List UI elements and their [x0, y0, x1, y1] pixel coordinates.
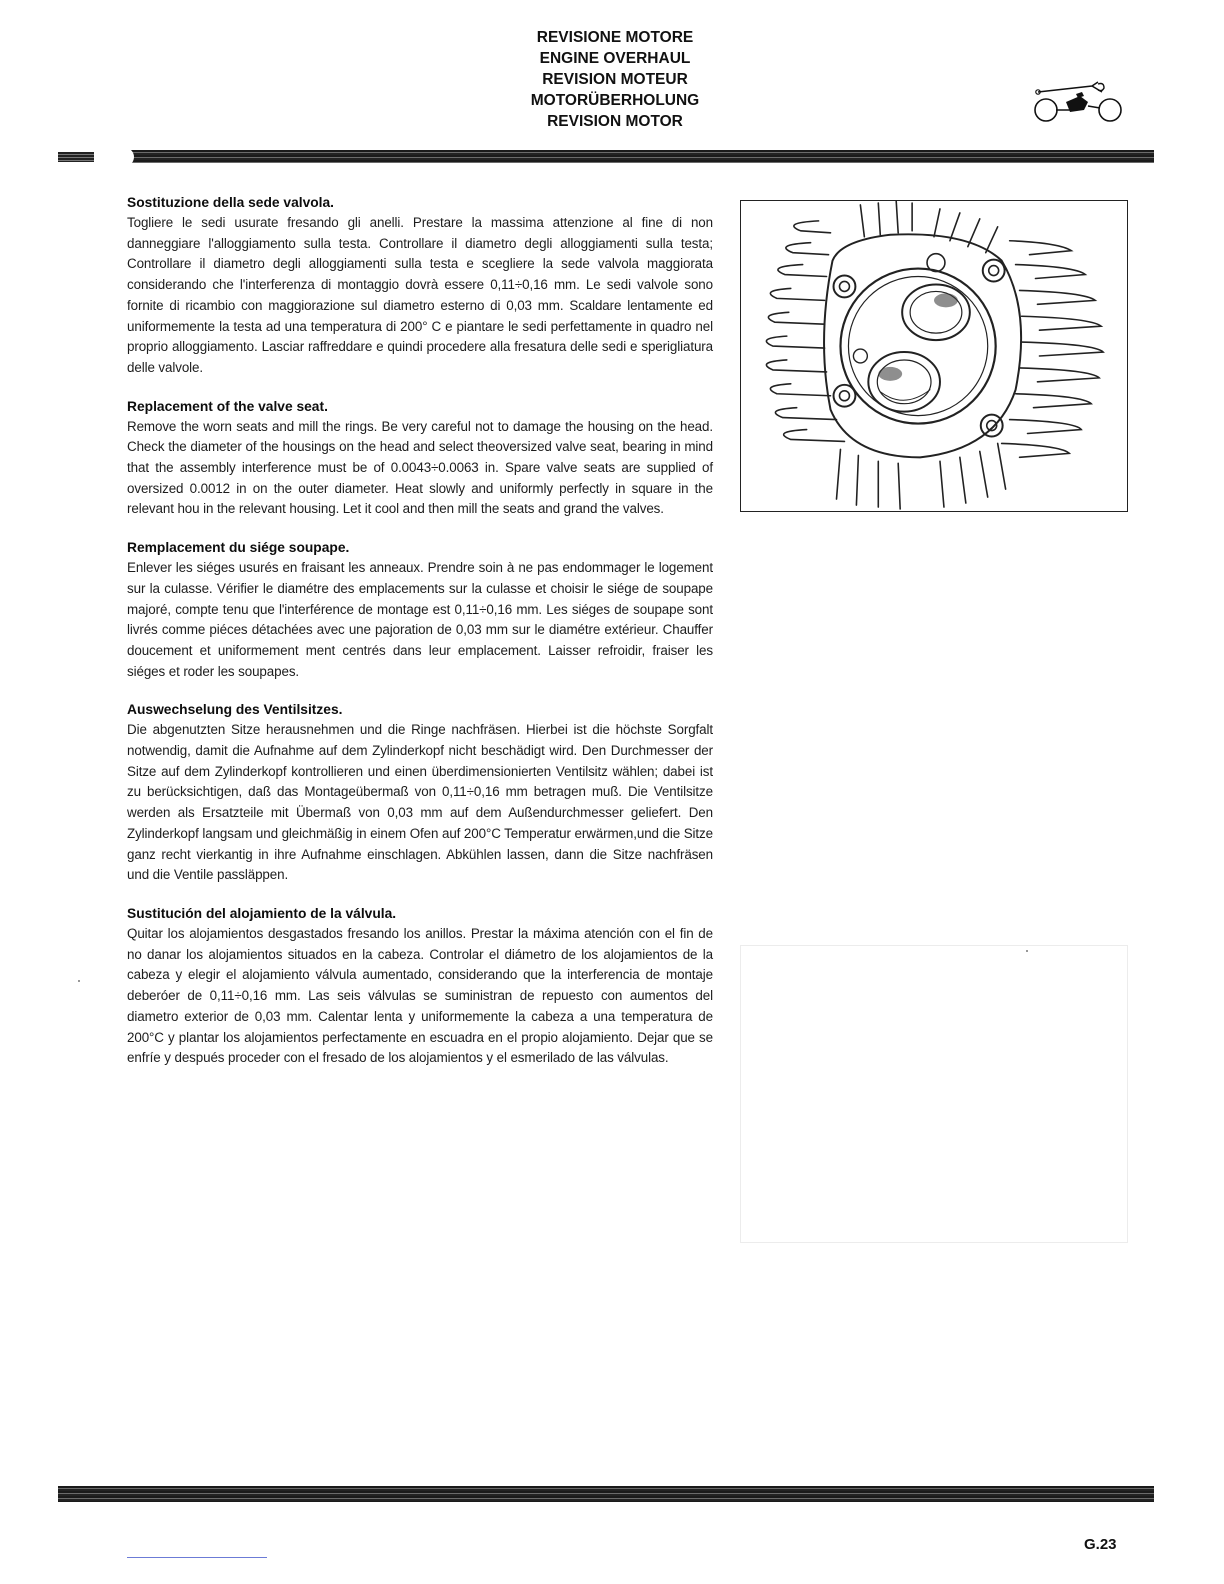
title-de: MOTORÜBERHOLUNG: [530, 92, 700, 109]
section-spanish: [127, 903, 713, 1069]
faint-image-frame: [740, 945, 1128, 1243]
section-french: [127, 537, 713, 682]
page-number: G.23: [1084, 1536, 1117, 1553]
header-rule: [58, 150, 1154, 167]
section-body: Die abgenutzten Sitze herausnehmen und die Ringe nachfräsen. Hierbei ist die höchste Sorgfalt notwendig, damit die Aufnahme auf dem Zylinderkopf nicht beschädigt wird. Den Durchmesser der Sitze auf dem Zylinderkopf kontrollieren und einen überdimensionierten Ventilsitz wählen; dabei ist zu berücksichtigen, daß das Montageübermaß von 0,11÷0,16 mm betragen muß. Die Ventilsitze werden als Ersatzteile mit Übermaß von 0,03 mm auf dem Außendurchmesser geliefert. Den Zylinderkopf langsam und gleichmäßig in einem Ofen auf 200°C Temperatur erwärmen,und die Sitze ganz recht vierkantig in ihre Aufnahme einschlagen. Abkühlen lassen, dann die Sitze nachfräsen und die Ventile passläppen.: [127, 722, 713, 883]
section-heading: Sostituzione della sede valvola.: [127, 195, 335, 210]
cylinder-head-photo: [741, 201, 1127, 511]
section-english: [127, 396, 713, 521]
section-italian: [127, 192, 713, 379]
section-heading: Sustitución del alojamiento de la válvula.: [127, 905, 397, 921]
section-body: Enlever les siéges usurés en fraisant les anneaux. Prendre soin à ne pas endommager le logement sur la culasse. Vérifier le diamétre des emplacements sur la culasse et choisir le siége de soupape majoré, compte tenu que l'interférence de montage est 0,11÷0,16 mm. Les siéges de soupape sont livrés comme piéces détachées avec une pajoration de 0,03 mm sur le diamétre extérieur. Chauffer doucement et uniformement ment centrés dans leur emplacement. Laisser refroidir, fraiser les siéges et roder les soupapes.: [127, 560, 713, 679]
footer-link-line: [127, 1557, 267, 1558]
section-body: Quitar los alojamientos desgastados fresando los anillos. Prestar la máxima atención con el fin de no danar los alojamientos situados en la cabeza. Controlar el diámetro de los alojamientos de la cabeza y elegir el alojamiento válvula aumentado, considerando que la interferencia de montaje deberóer de 0,11÷0,16 mm. Las seis válvulas se suministran de repuesto con aumentos del diametro exterior de 0,03 mm. Calentar lenta y uniformemente la cabeza a una temperatura de 200°C y plantar los alojamientos perfectamente en escuadra en el propio alojamiento. Dejar que se enfríe y después proceder con el fresado de los alojamientos y el esmerilado de las válvulas.: [127, 925, 713, 1066]
section-heading: Remplacement du siége soupape.: [127, 540, 350, 556]
section-body: Togliere le sedi usurate fresando gli anelli. Prestare la massima attenzione al fine di non danneggiare l'alloggiamento sulla testa. Controllare il diametro degli alloggiamenti sulla testa; Controllare il diametro degli alloggiamenti sulla testa e scegliere la sede valvola maggiorata considerando che l'interferenza di montaggio dovrà essere 0,11÷0,16 mm. Le sedi valvole sono fornite di ricambio con maggiorazione sul diametro esterno di 0,03 mm. Scaldare lentamente ed uniformemente la testa ad una temperatura di 200° C e piantare le sedi perfettamente in quadro nel proprio alloggiamento. Lasciar raffreddare e quindi procedere alla fresatura delle sedi e sperigliatura delle valvole.: [127, 215, 713, 375]
title-it: REVISIONE MOTORE: [536, 29, 694, 46]
scan-speck: [1026, 950, 1028, 952]
content-column: [127, 192, 713, 1086]
motorcycle-icon: [1032, 80, 1128, 124]
header-titles: [470, 27, 760, 132]
cylinder-head-figure: [740, 200, 1128, 512]
section-german: [127, 699, 713, 886]
section-heading: Auswechselung des Ventilsitzes.: [127, 702, 343, 718]
section-body: Remove the worn seats and mill the rings. Be very careful not to damage the housing on the head. Check the diameter of the housings on the head and select theoversized valve seat, bearing in mind that the assembly interference must be of 0.0043÷0.0063 in. Spare valve seats are supplied of oversized 0.0012 in on the outer diameter. Heat slowly and uniformly perfectly in square in the relevant hou in the relevant housing. Let it cool and then mill the seats and grand the valves.: [127, 418, 713, 517]
title-fr: REVISION MOTEUR: [542, 71, 688, 88]
section-heading: Replacement of the valve seat.: [127, 398, 328, 414]
title-es: REVISION MOTOR: [547, 113, 683, 130]
footer-rule: [58, 1486, 1154, 1502]
title-en: ENGINE OVERHAUL: [539, 50, 691, 67]
scan-speck: [78, 980, 80, 982]
